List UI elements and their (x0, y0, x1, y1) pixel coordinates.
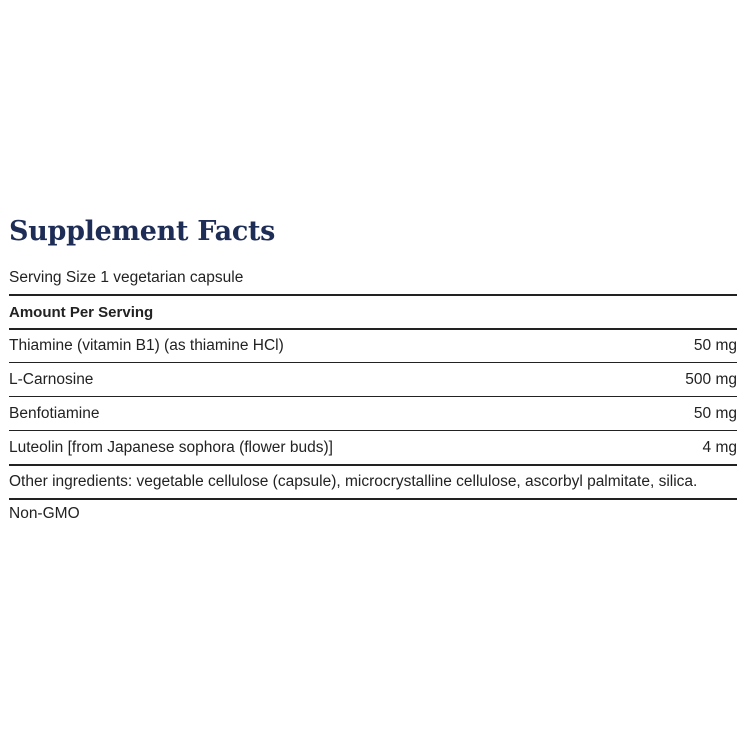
ingredient-amount: 50 mg (693, 337, 737, 354)
ingredient-name: Benfotiamine (9, 404, 100, 422)
ingredient-amount: 500 mg (685, 370, 737, 388)
ingredient-row (9, 362, 737, 396)
amount-per-serving-label: Amount Per Serving (9, 303, 154, 321)
ingredient-row (9, 328, 737, 362)
ingredient-name: Luteolin [from Japanese sophora (flower buds)] (9, 438, 333, 456)
ingredient-row (9, 396, 737, 430)
ingredient-name: Thiamine (vitamin B1) (as thiamine HCl) (9, 337, 284, 354)
ingredient-name: L-Carnosine (9, 370, 94, 388)
ingredient-amount: 50 mg (693, 404, 737, 422)
non-gmo-note: Non-GMO (9, 498, 737, 528)
ingredient-amount: 4 mg (702, 438, 737, 456)
other-ingredients-text: Other ingredients: vegetable cellulose (capsule), microcrystalline cellulose, ascorbyl palmitate, silica. (9, 473, 698, 490)
serving-size: Serving Size 1 vegetarian capsule (9, 269, 244, 286)
other-ingredients (9, 464, 737, 498)
ingredient-row (9, 430, 737, 464)
supplement-facts-panel (9, 212, 737, 528)
panel-title: Supplement Facts (9, 216, 276, 247)
amount-per-serving-header (9, 294, 737, 328)
